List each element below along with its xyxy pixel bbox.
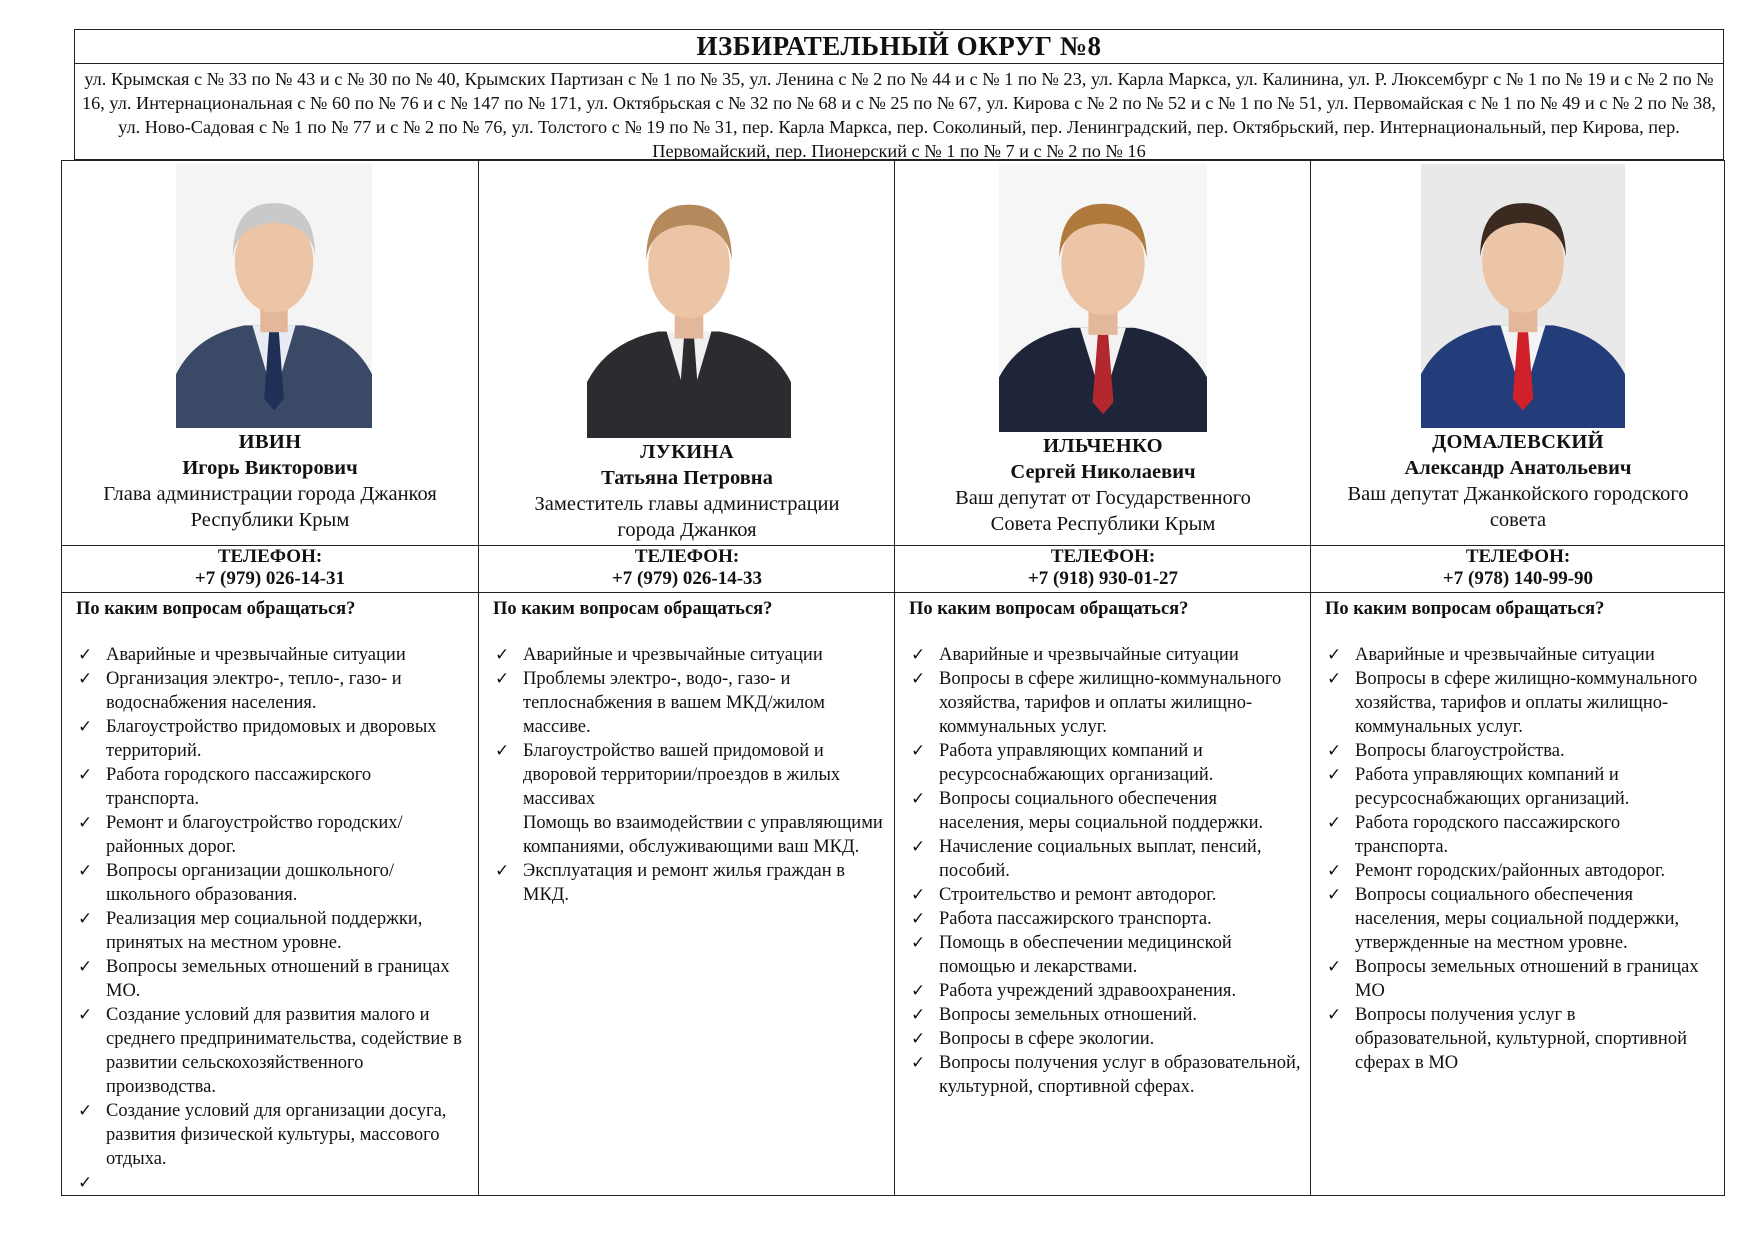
topic-item [76,907,468,955]
check-icon: ✓ [78,1005,93,1025]
check-icon: ✓ [911,741,926,761]
topic-text: Вопросы в сфере жилищно-коммунального хозяйства, тарифов и оплаты жилищно-коммунальных услуг. [1355,669,1698,737]
topic-text: Аварийные и чрезвычайные ситуации [523,645,823,665]
check-icon: ✓ [911,1005,926,1025]
check-icon: ✓ [78,957,93,977]
topic-item [1325,739,1715,763]
topic-text: Вопросы земельных отношений в границах МО. [106,957,450,1001]
phone-label: ТЕЛЕФОН: [634,546,740,567]
check-icon: ✓ [911,909,926,929]
check-icon: ✓ [1327,669,1342,689]
check-icon: ✓ [911,1029,926,1049]
topic-text: Вопросы земельных отношений в границах МО [1355,957,1699,1001]
topic-item [76,859,468,907]
check-icon: ✓ [78,909,93,929]
phone-number[interactable]: +7 (918) 930-01-27 [1027,568,1179,589]
check-icon: ✓ [911,789,926,809]
portrait-photo [999,164,1207,432]
phone-cell [62,545,478,593]
check-icon: ✓ [495,645,510,665]
person-card [1311,161,1725,545]
check-icon: ✓ [911,669,926,689]
topic-item [909,979,1301,1003]
topic-item [909,1027,1301,1051]
topic-text: Организация электро-, тепло-, газо- и водоснабжения населения. [106,669,402,713]
topic-text: Вопросы благоустройства. [1355,741,1565,761]
check-icon: ✓ [78,669,93,689]
phone-number[interactable]: +7 (978) 140-99-90 [1442,568,1594,589]
person-card [479,161,895,545]
topic-text: Проблемы электро-, водо-, газо- и теплоснабжения в вашем МКД/жилом массиве. [523,669,826,737]
topics-section [1311,593,1725,1195]
topic-item [1325,955,1715,1003]
check-icon: ✓ [78,861,93,881]
topic-text: Работа городского пассажирского транспорта. [1355,813,1621,857]
topic-text: Начисление социальных выплат, пенсий, пособий. [939,837,1262,881]
check-icon: ✓ [78,765,93,785]
check-icon: ✓ [1327,765,1342,785]
district-addresses: ул. Крымская с № 33 по № 43 и с № 30 по № 40, Крымских Партизан с № 1 по № 35, ул. Ленина с № 2 по № 44 и с № 1 по № 23, ул. Карла Маркса, ул. Калинина, ул. Р. Люксембург с № 1 по № 19 и с № 2 по № 16, ул. Интернациональная с № 60 по № 76 и с № 147 по № 171, ул. Октябрьская с № 32 по № 68 и с № 25 по № 67, ул. Кирова с № 2 по № 52 и с № 1 по № 51, ул. Первомайская с № 1 по № 49 и с № 2 по № 38, ул. Ново-Садовая с № 1 по № 77 и с № 2 по № 76, ул. Толстого с № 19 по № 31, пер. Карла Маркса, пер. Соколиный, пер. Ленинградский, пер. Октябрьский, пер. Интернациональный, пер Кирова, пер. Первомайский, пер. Пионерский с № 1 по № 7 и с № 2 по № 16 [82,69,1716,161]
phone-label: ТЕЛЕФОН: [1050,546,1156,567]
person-surname: ЛУКИНА [640,441,734,463]
topics-heading: По каким вопросам обращаться? [1325,599,1605,619]
topic-item [76,1099,468,1171]
contacts-table [61,160,1725,1196]
topic-item [493,739,885,811]
topic-text: Эксплуатация и ремонт жилья граждан в МКД. [523,861,846,905]
person-column [62,161,478,1195]
phone-label: ТЕЛЕФОН: [217,546,323,567]
check-icon: ✓ [911,645,926,665]
phone-number[interactable]: +7 (979) 026-14-31 [194,568,346,589]
topic-item [909,1051,1301,1099]
topic-item [76,715,468,763]
topics-heading: По каким вопросам обращаться? [909,599,1189,619]
topic-item [493,667,885,739]
topic-text: Вопросы социального обеспечения населения, меры социальной поддержки. [939,789,1264,833]
topic-text: Вопросы земельных отношений. [939,1005,1198,1025]
check-icon: ✓ [78,717,93,737]
topic-text: Помощь в обеспечении медицинской помощью и лекарствами. [939,933,1232,977]
phone-cell [895,545,1311,593]
topic-text: Вопросы организации дошкольного/школьного образования. [106,861,394,905]
topic-text: Ремонт городских/районных автодорог. [1355,861,1666,881]
topic-item [76,1003,468,1099]
topics-heading: По каким вопросам обращаться? [493,599,773,619]
check-icon: ✓ [911,1053,926,1073]
topics-list [493,643,885,907]
topic-extra-text: Помощь во взаимодействии с управляющими компаниями, обслуживающими ваш МКД. [523,813,883,857]
person-column [1310,161,1725,1195]
topic-text: Аварийные и чрезвычайные ситуации [106,645,406,665]
check-icon: ✓ [495,861,510,881]
person-card [62,161,478,545]
portrait-photo [587,164,791,438]
check-icon: ✓ [495,669,510,689]
person-surname: ИЛЬЧЕНКО [1043,435,1163,457]
topic-text: Работа учреждений здравоохранения. [939,981,1237,1001]
topic-item [909,907,1301,931]
person-given-name: Сергей Николаевич [1010,461,1196,483]
topics-list [76,643,468,1193]
topics-section [895,593,1311,1195]
topic-text: Реализация мер социальной поддержки, принятых на местном уровне. [106,909,423,953]
topics-heading: По каким вопросам обращаться? [76,599,356,619]
topic-text: Работа управляющих компаний и ресурсоснабжающих организаций. [939,741,1214,785]
check-icon: ✓ [78,813,93,833]
topic-item [76,763,468,811]
topic-item [1325,667,1715,739]
phone-cell [479,545,895,593]
topic-text: Работа управляющих компаний и ресурсоснабжающих организаций. [1355,765,1630,809]
topic-text: Создание условий для организации досуга, развития физической культуры, массового отдыха. [106,1101,447,1169]
topic-text: Вопросы социального обеспечения населения, меры социальной поддержки, утвержденные на местном уровне. [1355,885,1680,953]
check-icon: ✓ [78,1101,93,1121]
person-column [478,161,895,1195]
portrait-figure [587,164,791,438]
check-icon: ✓ [1327,861,1342,881]
check-icon: ✓ [495,741,510,761]
topic-text: Аварийные и чрезвычайные ситуации [1355,645,1655,665]
portrait-photo [176,164,372,428]
topic-text: Строительство и ремонт автодорог. [939,885,1217,905]
person-surname: ДОМАЛЕВСКИЙ [1432,431,1604,453]
topic-text: Работа пассажирского транспорта. [939,909,1212,929]
person-given-name: Игорь Викторович [182,457,358,479]
portrait-photo [1421,164,1625,428]
topic-item [1325,883,1715,955]
topic-item [909,1003,1301,1027]
topic-text: Работа городского пассажирского транспорта. [106,765,372,809]
check-icon: ✓ [911,837,926,857]
topic-item [76,667,468,715]
topic-text: Создание условий для развития малого и среднего предпринимательства, содействие в развитии сельскохозяйственного производства. [106,1005,462,1097]
topic-text: Вопросы получения услуг в образовательной, культурной, спортивной сферах. [939,1053,1301,1097]
check-icon: ✓ [1327,645,1342,665]
topic-item [76,811,468,859]
portrait-figure [1421,164,1625,428]
topic-item [493,643,885,667]
topic-item [76,955,468,1003]
person-column [894,161,1311,1195]
check-icon: ✓ [1327,957,1342,977]
person-surname: ИВИН [238,431,302,453]
person-given-name: Татьяна Петровна [601,467,773,489]
person-position: Ваш депутат Джанкойского городского совета [1347,483,1689,531]
person-position: Ваш депутат от Государственного Совета Республики Крым [955,487,1251,535]
topic-text: Аварийные и чрезвычайные ситуации [939,645,1239,665]
topic-text: Вопросы в сфере жилищно-коммунального хозяйства, тарифов и оплаты жилищно-коммунальных услуг. [939,669,1282,737]
check-icon: ✓ [911,981,926,1001]
phone-cell [1311,545,1725,593]
topic-text: Благоустройство вашей придомовой и дворовой территории/проездов в жилых массивах [523,741,841,809]
check-icon: ✓ [911,885,926,905]
topic-item [909,835,1301,883]
person-position: Глава администрации города Джанкоя Республики Крым [103,483,437,531]
person-given-name: Александр Анатольевич [1404,457,1632,479]
check-icon: ✓ [1327,741,1342,761]
topic-item [909,787,1301,835]
phone-number[interactable]: +7 (979) 026-14-33 [611,568,763,589]
topics-list [909,643,1301,1099]
topic-item [1325,811,1715,859]
topics-list [1325,643,1715,1075]
topic-item [909,643,1301,667]
topic-item [909,667,1301,739]
check-icon: ✓ [1327,885,1342,905]
check-icon: ✓ [1327,813,1342,833]
check-icon: ✓ [78,645,93,665]
check-icon: ✓ [911,933,926,953]
topic-item [909,931,1301,979]
check-icon: ✓ [1327,1005,1342,1025]
district-title: ИЗБИРАТЕЛЬНЫЙ ОКРУГ №8 [75,30,1723,64]
topic-text: Вопросы в сфере экологии. [939,1029,1155,1049]
portrait-figure [999,164,1207,432]
phone-label: ТЕЛЕФОН: [1465,546,1571,567]
topic-item [909,883,1301,907]
portrait-figure [176,164,372,428]
topics-section [62,593,478,1195]
topic-text: Вопросы получения услуг в образовательной, культурной, спортивной сферах в МО [1355,1005,1687,1073]
topic-item [1325,763,1715,811]
topic-item [909,739,1301,787]
person-card [895,161,1311,545]
topic-item [76,643,468,667]
topic-item [1325,859,1715,883]
person-position: Заместитель главы администрации города Джанкоя [534,493,840,541]
topic-text: Ремонт и благоустройство городских/районных дорог. [106,813,403,857]
district-header [74,29,1724,160]
topic-item [1325,643,1715,667]
topics-section [479,593,895,1195]
topic-item [493,859,885,907]
check-icon: ✓ [78,1173,93,1193]
topic-text: Благоустройство придомовых и дворовых территорий. [106,717,437,761]
topic-item [1325,1003,1715,1075]
